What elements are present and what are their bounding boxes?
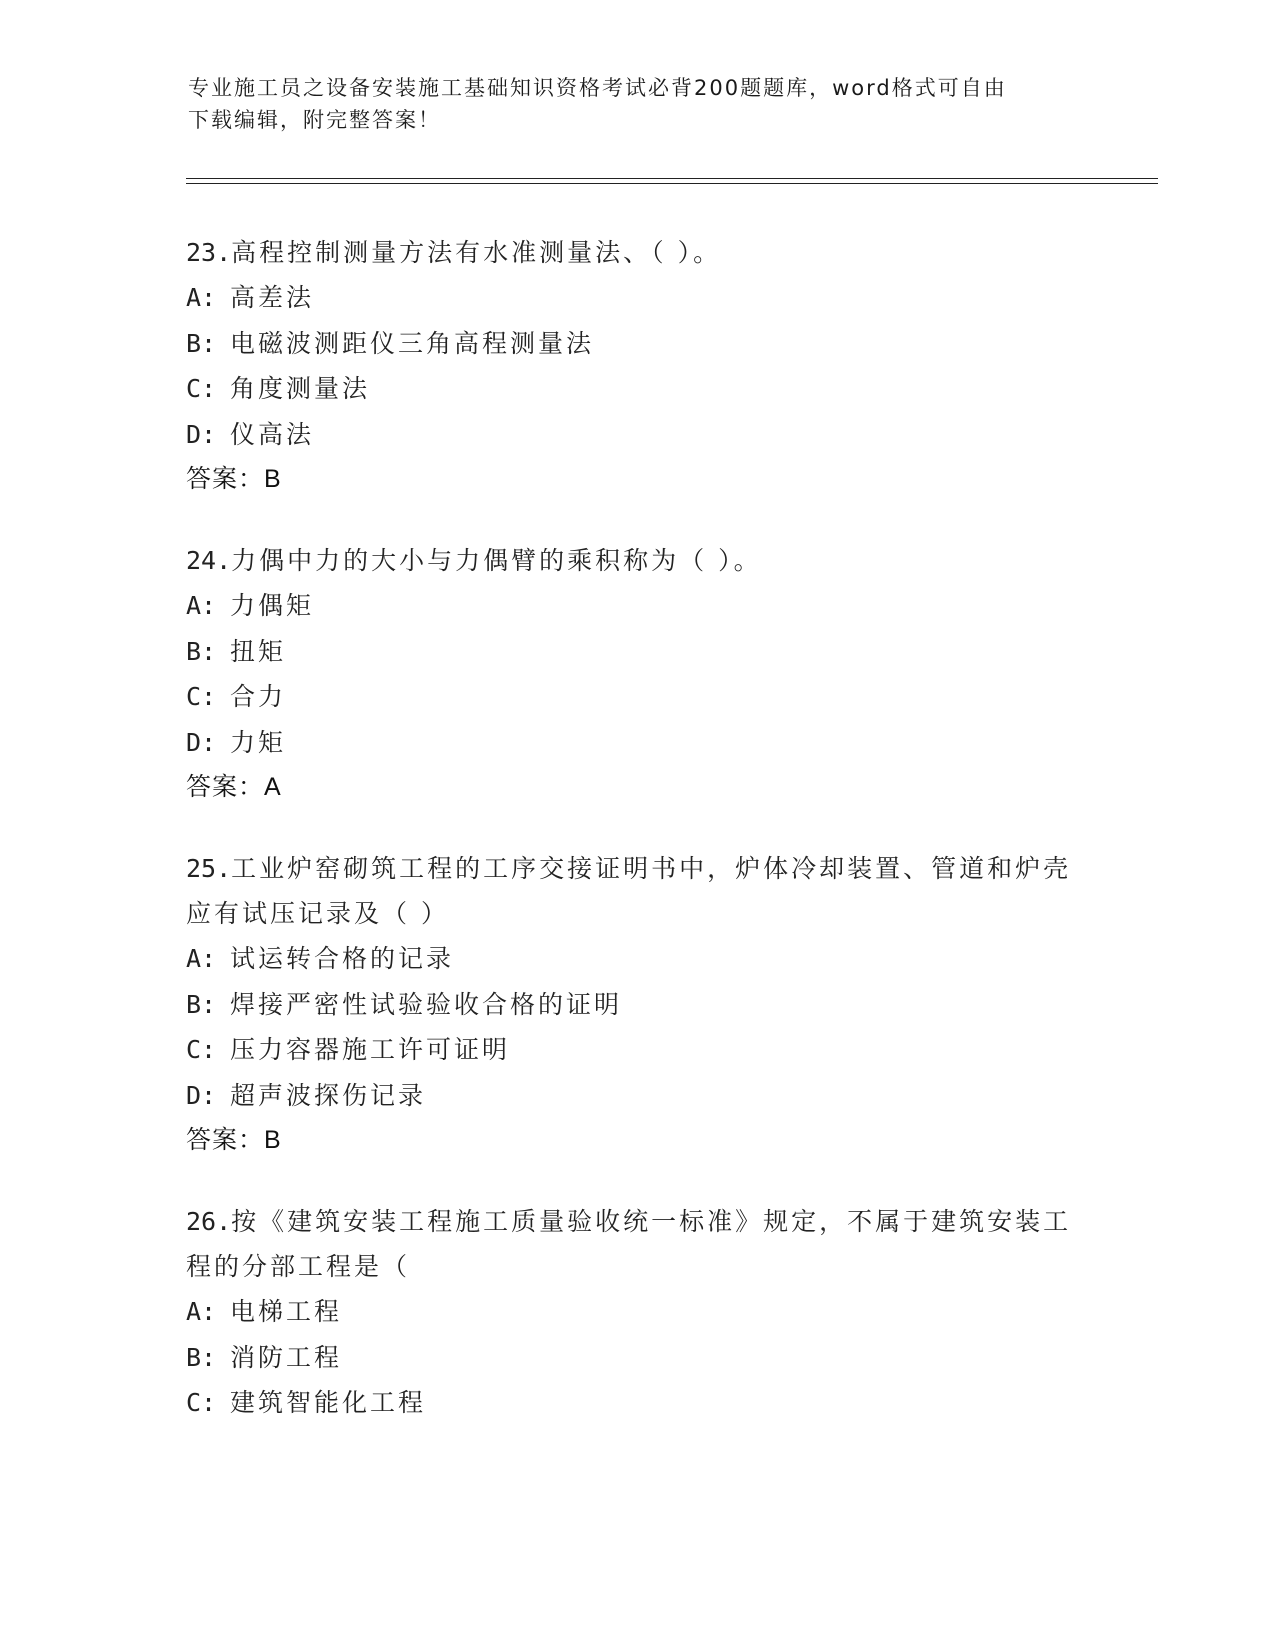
question-24 <box>186 538 1086 810</box>
document-header <box>188 72 1088 136</box>
option-text: 合力 <box>230 682 287 711</box>
option-letter: B: <box>186 328 217 358</box>
option-text: 力矩 <box>230 727 287 757</box>
option-c <box>186 674 1086 720</box>
option-text: 电梯工程 <box>230 1297 343 1326</box>
header-line-2: 下载编辑，附完整答案！ <box>188 108 441 132</box>
question-text: 高程控制测量方法有水准测量法、（ ）。 <box>231 238 722 267</box>
question-stem <box>186 230 1086 275</box>
option-letter: C: <box>186 682 217 711</box>
option-letter: C: <box>186 1388 217 1417</box>
option-c <box>186 1380 1086 1426</box>
option-d <box>186 412 1086 458</box>
option-b <box>186 321 1086 367</box>
question-stem <box>186 538 1086 583</box>
option-letter: B: <box>186 989 217 1019</box>
option-b <box>186 1335 1086 1381</box>
answer-line: 答案：B <box>186 465 282 493</box>
question-list <box>186 230 1086 1462</box>
option-text: 消防工程 <box>230 1342 343 1372</box>
option-a <box>186 1289 1086 1335</box>
question-text: 力偶中力的大小与力偶臂的乘积称为（ ）。 <box>231 546 762 575</box>
option-a <box>186 583 1086 629</box>
option-letter: D: <box>186 1080 217 1110</box>
option-a <box>186 275 1086 321</box>
answer-line: 答案：B <box>186 1126 282 1154</box>
option-letter: A: <box>186 591 217 620</box>
question-number: 25. <box>186 854 232 883</box>
question-stem <box>186 846 1086 936</box>
question-number: 26. <box>186 1207 232 1236</box>
question-26 <box>186 1199 1086 1426</box>
question-stem <box>186 1199 1086 1289</box>
option-letter: D: <box>186 727 217 757</box>
option-letter: A: <box>186 283 217 312</box>
option-c <box>186 366 1086 412</box>
option-text: 高差法 <box>230 283 315 312</box>
option-text: 角度测量法 <box>230 374 371 403</box>
question-text: 按《建筑安装工程施工质量验收统一标准》规定，不属于建筑安装工程的分部工程是（ <box>186 1207 1072 1281</box>
option-a <box>186 936 1086 982</box>
option-text: 超声波探伤记录 <box>230 1080 427 1110</box>
question-25 <box>186 846 1086 1163</box>
option-text: 力偶矩 <box>230 591 315 620</box>
question-number: 23. <box>186 238 232 267</box>
option-text: 试运转合格的记录 <box>230 944 455 973</box>
question-text: 工业炉窑砌筑工程的工序交接证明书中，炉体冷却装置、管道和炉壳应有试压记录及（ ） <box>186 854 1072 928</box>
option-b <box>186 982 1086 1028</box>
option-text: 焊接严密性试验验收合格的证明 <box>230 989 623 1019</box>
option-text: 仪高法 <box>230 419 315 449</box>
header-divider-bottom <box>186 183 1158 184</box>
option-text: 电磁波测距仪三角高程测量法 <box>230 328 595 358</box>
option-letter: A: <box>186 944 217 973</box>
option-letter: C: <box>186 1035 217 1064</box>
option-letter: C: <box>186 374 217 403</box>
option-text: 建筑智能化工程 <box>230 1388 427 1417</box>
option-d <box>186 720 1086 766</box>
option-letter: A: <box>186 1297 217 1326</box>
option-letter: B: <box>186 1342 217 1372</box>
option-text: 压力容器施工许可证明 <box>230 1035 511 1064</box>
option-c <box>186 1027 1086 1073</box>
option-text: 扭矩 <box>230 636 287 666</box>
question-number: 24. <box>186 546 232 575</box>
question-23 <box>186 230 1086 502</box>
answer-line: 答案：A <box>186 773 282 801</box>
option-letter: B: <box>186 636 217 666</box>
option-d <box>186 1073 1086 1119</box>
header-divider-top <box>186 178 1158 179</box>
option-b <box>186 629 1086 675</box>
header-line-1: 专业施工员之设备安装施工基础知识资格考试必背200题题库，word格式可自由 <box>188 76 1007 100</box>
option-letter: D: <box>186 419 217 449</box>
